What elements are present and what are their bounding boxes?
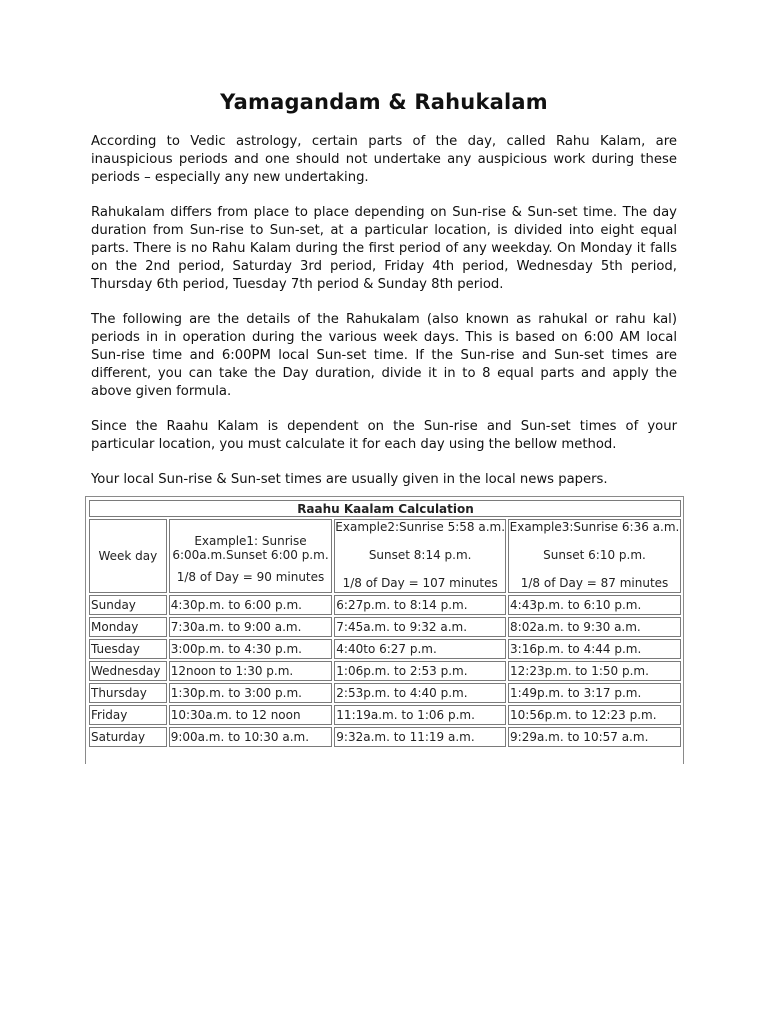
header-example3: [508, 519, 681, 593]
table-row: [89, 683, 681, 703]
header-example3-line3: 1/8 of Day = 87 minutes: [520, 576, 669, 590]
header-example1: [169, 519, 333, 593]
weekday-cell: Monday: [89, 617, 167, 637]
table-caption: Raahu Kaalam Calculation: [89, 500, 681, 517]
header-example3-line2: Sunset 6:10 p.m.: [543, 548, 646, 562]
weekday-cell: Thursday: [89, 683, 167, 703]
weekday-cell: Friday: [89, 705, 167, 725]
paragraph: Since the Raahu Kalam is dependent on the Sun-rise and Sun-set times of your particular location, you must calculate it for each day using the bellow method.: [91, 419, 677, 452]
example3-cell: 8:02a.m. to 9:30 a.m.: [508, 617, 681, 637]
paragraph: According to Vedic astrology, certain parts of the day, called Rahu Kalam, are inauspicious periods and one should not undertake any auspicious work during these periods – especially any new undertaking.: [91, 134, 677, 185]
example1-cell: 4:30p.m. to 6:00 p.m.: [169, 595, 333, 615]
example2-cell: 11:19a.m. to 1:06 p.m.: [334, 705, 506, 725]
table-row: [89, 661, 681, 681]
example1-cell: 12noon to 1:30 p.m.: [169, 661, 333, 681]
example3-cell: 1:49p.m. to 3:17 p.m.: [508, 683, 681, 703]
header-example3-line1: Example3:Sunrise 6:36 a.m.: [509, 520, 680, 534]
example1-cell: 3:00p.m. to 4:30 p.m.: [169, 639, 333, 659]
header-example2: [334, 519, 506, 593]
header-example1-line3: 1/8 of Day = 90 minutes: [176, 570, 325, 584]
weekday-cell: Wednesday: [89, 661, 167, 681]
example1-cell: 9:00a.m. to 10:30 a.m.: [169, 727, 333, 747]
example2-cell: 7:45a.m. to 9:32 a.m.: [334, 617, 506, 637]
example3-cell: 3:16p.m. to 4:44 p.m.: [508, 639, 681, 659]
rahu-kaalam-table: [87, 498, 683, 749]
paragraph: Your local Sun-rise & Sun-set times are usually given in the local news papers.: [91, 472, 608, 487]
table-row: [89, 705, 681, 725]
table-caption-row: [89, 500, 681, 517]
header-weekday: Week day: [89, 519, 167, 593]
table-header-row: [89, 519, 681, 593]
example3-cell: 9:29a.m. to 10:57 a.m.: [508, 727, 681, 747]
example2-cell: 4:40to 6:27 p.m.: [334, 639, 506, 659]
header-example2-line1: Example2:Sunrise 5:58 a.m.: [335, 520, 506, 534]
weekday-cell: Saturday: [89, 727, 167, 747]
example3-cell: 10:56p.m. to 12:23 p.m.: [508, 705, 681, 725]
example2-cell: 2:53p.m. to 4:40 p.m.: [334, 683, 506, 703]
rahu-kaalam-table-frame: [85, 496, 684, 764]
header-example1-line2: 6:00a.m.Sunset 6:00 p.m.: [172, 548, 329, 562]
header-example2-line2: Sunset 8:14 p.m.: [368, 548, 472, 562]
table-row: [89, 727, 681, 747]
example2-cell: 1:06p.m. to 2:53 p.m.: [334, 661, 506, 681]
example2-cell: 9:32a.m. to 11:19 a.m.: [334, 727, 506, 747]
example1-cell: 1:30p.m. to 3:00 p.m.: [169, 683, 333, 703]
example2-cell: 6:27p.m. to 8:14 p.m.: [334, 595, 506, 615]
paragraph: Rahukalam differs from place to place depending on Sun-rise & Sun-set time. The day duration from Sun-rise to Sun-set, at a particular location, is divided into eight equal parts. There is no Rahu Kalam during the first period of any weekday. On Monday it falls on the 2nd period, Saturday 3rd period, Friday 4th period, Wednesday 5th period, Thursday 6th period, Tuesday 7th period & Sunday 8th period.: [91, 205, 677, 292]
table-row: [89, 617, 681, 637]
example1-cell: 7:30a.m. to 9:00 a.m.: [169, 617, 333, 637]
header-example2-line3: 1/8 of Day = 107 minutes: [342, 576, 498, 590]
example3-cell: 4:43p.m. to 6:10 p.m.: [508, 595, 681, 615]
table-row: [89, 595, 681, 615]
paragraph: The following are the details of the Rahukalam (also known as rahukal or rahu kal) periods in in operation during the various week days. This is based on 6:00 AM local Sun-rise time and 6:00PM local Sun-set time. If the Sun-rise and Sun-set times are different, you can take the Day duration, divide it in to 8 equal parts and apply the above given formula.: [91, 312, 677, 399]
example1-cell: 10:30a.m. to 12 noon: [169, 705, 333, 725]
page-title: Yamagandam & Rahukalam: [220, 90, 548, 114]
weekday-cell: Sunday: [89, 595, 167, 615]
weekday-cell: Tuesday: [89, 639, 167, 659]
table-row: [89, 639, 681, 659]
header-example1-line1: Example1: Sunrise: [194, 534, 307, 548]
body-text: [91, 133, 677, 506]
example3-cell: 12:23p.m. to 1:50 p.m.: [508, 661, 681, 681]
